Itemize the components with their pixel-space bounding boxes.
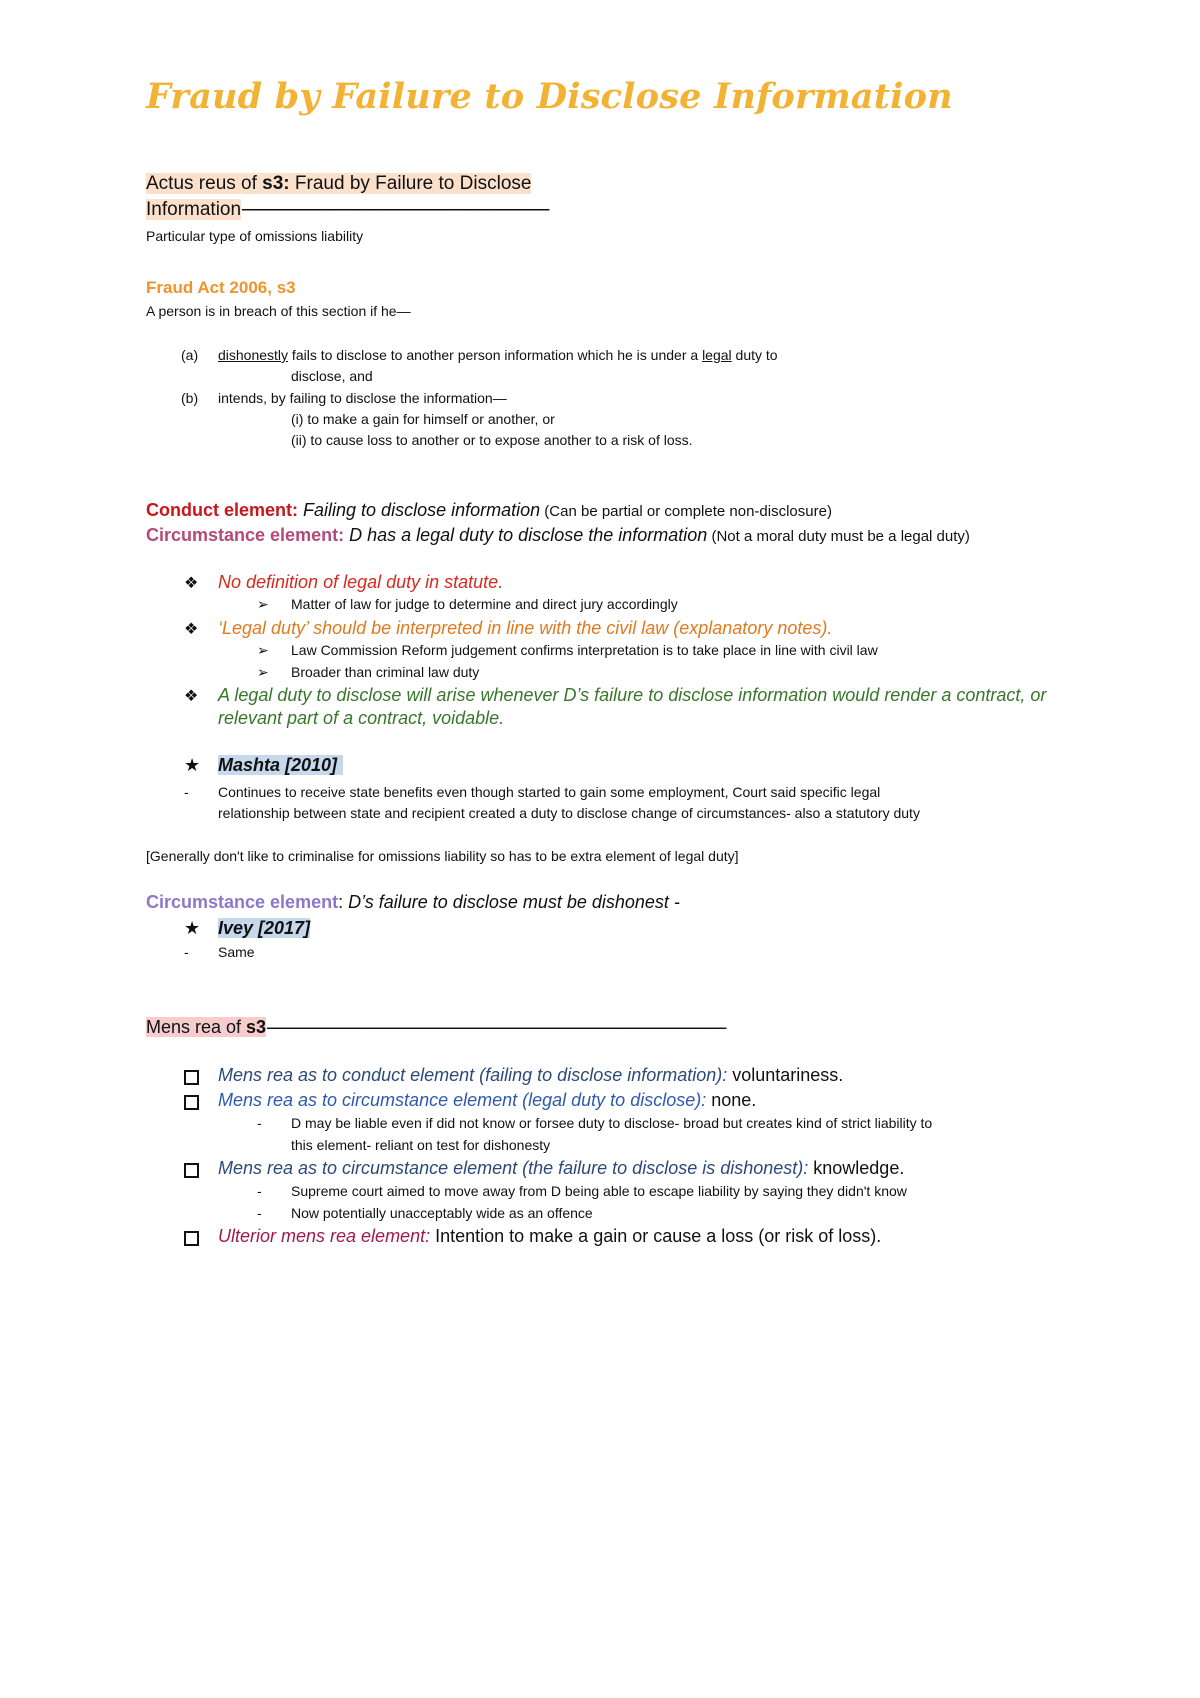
statute-a-dishonestly: dishonestly	[218, 347, 289, 363]
statute-a-continuation: disclose, and	[291, 368, 373, 384]
point-contract-line1: A legal duty to disclose will arise whenever D’s failure to disclose information would render a contract, or	[218, 685, 1047, 705]
statute-b-i: (i) to make a gain for himself or another, or	[291, 411, 555, 427]
case-ivey-desc: Same	[218, 944, 255, 960]
actus-reus-heading	[146, 173, 531, 195]
statute-a-legal: legal	[702, 347, 732, 363]
circumstance-element-label: Circumstance element:	[146, 525, 345, 545]
mens-rea-heading	[146, 1017, 725, 1038]
mens-rea-legal-duty	[218, 1090, 756, 1111]
star-bullet-icon: ★	[184, 755, 201, 775]
point-no-definition-sub: Matter of law for judge to determine and direct jury accordingly	[291, 596, 678, 612]
dash-bullet: -	[184, 944, 189, 960]
arrow-bullet-icon: ➢	[257, 642, 269, 658]
actus-reus-heading-line2	[146, 199, 548, 221]
statute-intro: A person is in breach of this section if he—	[146, 303, 411, 319]
dash-bullet: -	[257, 1183, 262, 1199]
circumstance-element-line	[146, 525, 970, 546]
checkbox-icon	[184, 1231, 199, 1251]
mens-rea-ulterior-label: Ulterior mens rea element:	[218, 1226, 431, 1246]
arrow-bullet-icon: ➢	[257, 596, 269, 612]
mens-rea-dishonesty-value: knowledge.	[808, 1158, 905, 1178]
point-civil-law-sub1: Law Commission Reform judgement confirms interpretation is to take place in line with civil law	[291, 642, 878, 658]
arrow-bullet-icon: ➢	[257, 664, 269, 680]
mens-rea-dishonesty	[218, 1158, 904, 1179]
dash-bullet: -	[184, 784, 189, 800]
case-ivey-name: Ivey [2017]	[218, 918, 311, 938]
case-ivey	[218, 918, 310, 939]
statute-heading: Fraud Act 2006, s3	[146, 278, 296, 297]
mens-rea-prefix: Mens rea of	[146, 1017, 247, 1037]
mens-rea-ulterior	[218, 1226, 881, 1247]
mens-rea-legal-duty-label: Mens rea as to circumstance element (legal duty to disclose):	[218, 1090, 707, 1110]
circumstance-element-text: D has a legal duty to disclose the information	[344, 525, 708, 545]
conduct-element-label: Conduct element:	[146, 500, 299, 520]
conduct-element-text: Failing to disclose information	[298, 500, 541, 520]
star-bullet-icon: ★	[184, 918, 201, 938]
mens-rea-conduct-value: voluntariness.	[727, 1065, 844, 1085]
page-title: Fraud by Failure to Disclose Information	[146, 76, 953, 117]
case-mashta-name: Mashta [2010]	[218, 755, 343, 775]
case-mashta-desc-line1: Continues to receive state benefits even though started to gain some employment, Court said specific legal	[218, 784, 881, 800]
mens-rea-legal-duty-value: none.	[706, 1090, 757, 1110]
circumstance-dishonesty-line	[146, 892, 680, 913]
point-contract-line2: relevant part of a contract, voidable.	[218, 708, 505, 728]
conduct-element-note: (Can be partial or complete non-disclosure)	[540, 503, 832, 520]
diamond-bullet-icon: ❖	[184, 688, 199, 705]
statute-a-end: duty to	[731, 347, 778, 363]
diamond-bullet-icon: ❖	[184, 621, 199, 638]
statute-a-text	[218, 347, 778, 363]
mens-rea-legal-duty-sub1: D may be liable even if did not know or forsee duty to disclose- broad but creates kind of strict liability to	[291, 1115, 933, 1131]
case-mashta-desc-line2: relationship between state and recipient created a duty to disclose change of circumstances- also a statutory duty	[218, 805, 920, 821]
general-note: [Generally don't like to criminalise for omissions liability so has to be extra element of legal duty]	[146, 848, 739, 864]
point-civil-law-sub2: Broader than criminal law duty	[291, 664, 480, 680]
mens-rea-ulterior-value: Intention to make a gain or cause a loss (or risk of loss).	[430, 1226, 882, 1246]
mens-rea-rule: -------------------------------------------------------------------------------------------------------------------	[266, 1017, 726, 1037]
circumstance-dishonesty-label: Circumstance element	[146, 892, 339, 912]
diamond-bullet-icon: ❖	[184, 575, 199, 592]
dash-bullet: -	[257, 1205, 262, 1221]
point-no-definition: No definition of legal duty in statute.	[218, 572, 504, 592]
dash-bullet: -	[257, 1115, 262, 1131]
mens-rea-dishonesty-label: Mens rea as to circumstance element (the failure to disclose is dishonest):	[218, 1158, 809, 1178]
mens-rea-conduct-label: Mens rea as to conduct element (failing to disclose information):	[218, 1065, 728, 1085]
statute-a-label: (a)	[181, 347, 199, 363]
circumstance-element-note: (Not a moral duty must be a legal duty)	[707, 528, 970, 545]
actus-reus-prefix: Actus reus of	[146, 173, 263, 194]
statute-b-label: (b)	[181, 390, 199, 406]
mens-rea-legal-duty-sub2: this element- reliant on test for dishonesty	[291, 1137, 551, 1153]
mens-rea-conduct	[218, 1065, 843, 1086]
mens-rea-section: s3	[246, 1017, 267, 1037]
mens-rea-dishonesty-sub1: Supreme court aimed to move away from D being able to escape liability by saying they didn't know	[291, 1183, 907, 1199]
checkbox-icon	[184, 1070, 199, 1090]
case-mashta	[218, 755, 343, 776]
mens-rea-dishonesty-sub2: Now potentially unacceptably wide as an offence	[291, 1205, 593, 1221]
statute-a-mid: fails to disclose to another person information which he is under a	[288, 347, 703, 363]
actus-reus-title: Fraud by Failure to Disclose	[289, 173, 532, 194]
checkbox-icon	[184, 1095, 199, 1115]
actus-reus-rule: -----------------------------------------------------------------------	[241, 199, 549, 220]
actus-reus-section: s3:	[262, 173, 290, 194]
statute-b-ii: (ii) to cause loss to another or to expose another to a risk of loss.	[291, 432, 693, 448]
point-civil-law: ‘Legal duty’ should be interpreted in line with the civil law (explanatory notes).	[218, 618, 833, 638]
checkbox-icon	[184, 1163, 199, 1183]
statute-b-text: intends, by failing to disclose the information—	[218, 390, 507, 406]
circumstance-dishonesty-colon: :	[338, 892, 344, 912]
conduct-element-line	[146, 500, 832, 521]
actus-reus-note: Particular type of omissions liability	[146, 228, 364, 244]
actus-reus-title-cont: Information	[146, 199, 242, 220]
circumstance-dishonesty-text: D’s failure to disclose must be dishonest -	[343, 892, 680, 912]
